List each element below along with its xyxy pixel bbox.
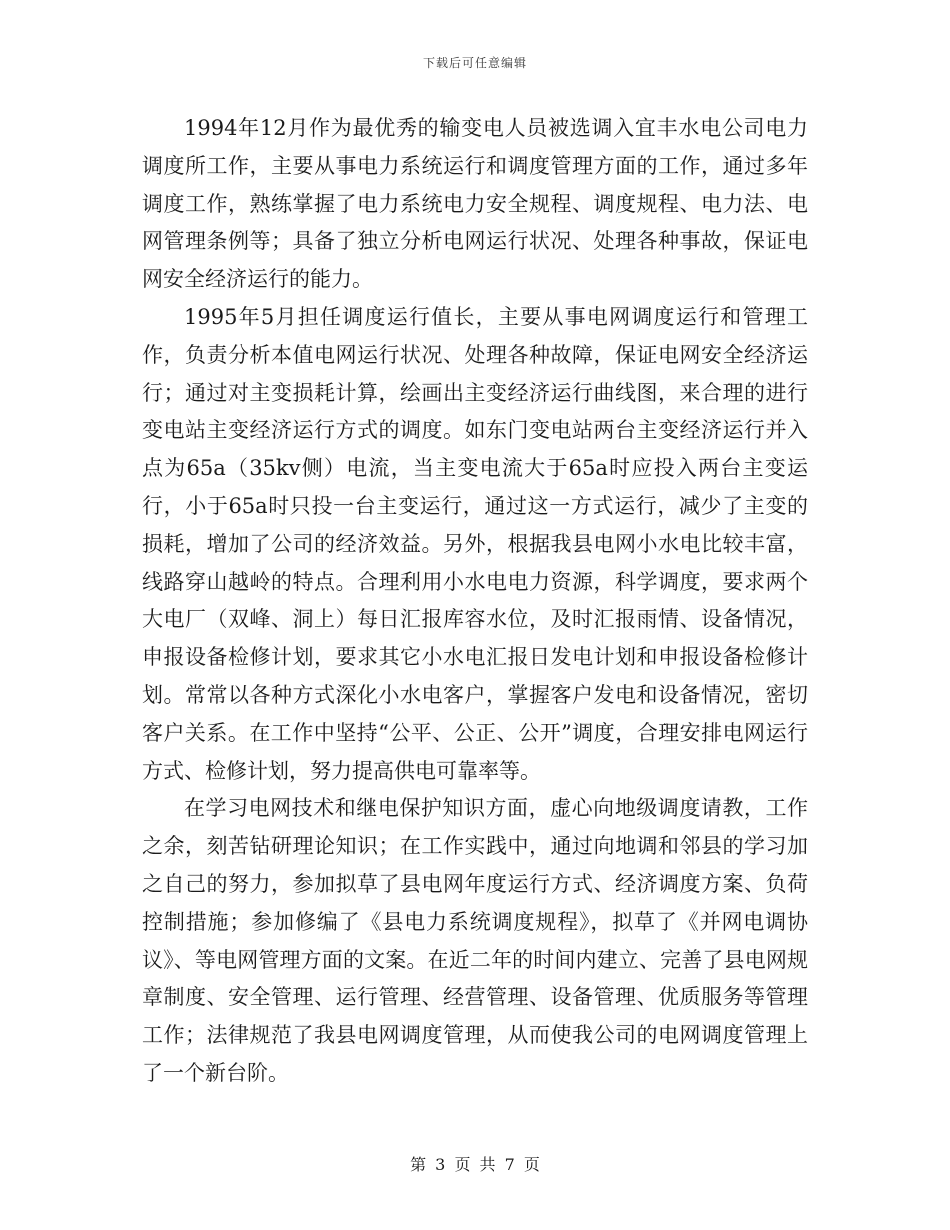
paragraph-1: 1994年12月作为最优秀的输变电人员被选调入宜丰水电公司电力调度所工作，主要从事电力系统运行和调度管理方面的工作，通过多年调度工作，熟练掌握了电力系统电力安全规程、调度规程、电力法、电网管理条例等；具备了独立分析电网运行状况、处理各种事故，保证电网安全经济运行的能力。 [142,116,808,292]
paragraph-3: 在学习电网技术和继电保护知识方面，虚心向地级调度请教，工作之余，刻苦钻研理论知识；在工作实践中，通过向地调和邻县的学习加之自己的努力，参加拟草了县电网年度运行方式、经济调度方案、负荷控制措施；参加修编了《县电力系统调度规程》，拟草了《并网电调协议》、等电网管理方面的文案。在近二年的时间内建立、完善了县电网规章制度、安全管理、运行管理、经营管理、设备管理、优质服务等管理工作；法律规范了我县电网调度管理，从而使我公司的电网调度管理上了一个新台阶。 [142,796,808,1085]
document-body [142,110,808,1093]
page-header: 下载后可任意编辑 [422,56,527,70]
paragraph-2: 1995年5月担任调度运行值长，主要从事电网调度运行和管理工作，负责分析本值电网运行状况、处理各种故障，保证电网安全经济运行；通过对主变损耗计算，绘画出主变经济运行曲线图，来合理的进行变电站主变经济运行方式的调度。如东门变电站两台主变经济运行并入点为65a（35kv侧）电流，当主变电流大于65a时应投入两台主变运行，小于65a时只投一台主变运行，通过这一方式运行，减少了主变的损耗，增加了公司的经济效益。另外，根据我县电网小水电比较丰富，线路穿山越岭的特点。合理利用小水电电力资源，科学调度，要求两个大电厂（双峰、洞上）每日汇报库容水位，及时汇报雨情、设备情况，申报设备检修计划，要求其它小水电汇报日发电计划和申报设备检修计划。常常以各种方式深化小水电客户，掌握客户发电和设备情况，密切客户关系。在工作中坚持“公平、公正、公开”调度，合理安排电网运行方式、检修计划，努力提高供电可靠率等。 [142,304,808,783]
page-number-footer: 第 3 页 共 7 页 [410,1155,540,1174]
